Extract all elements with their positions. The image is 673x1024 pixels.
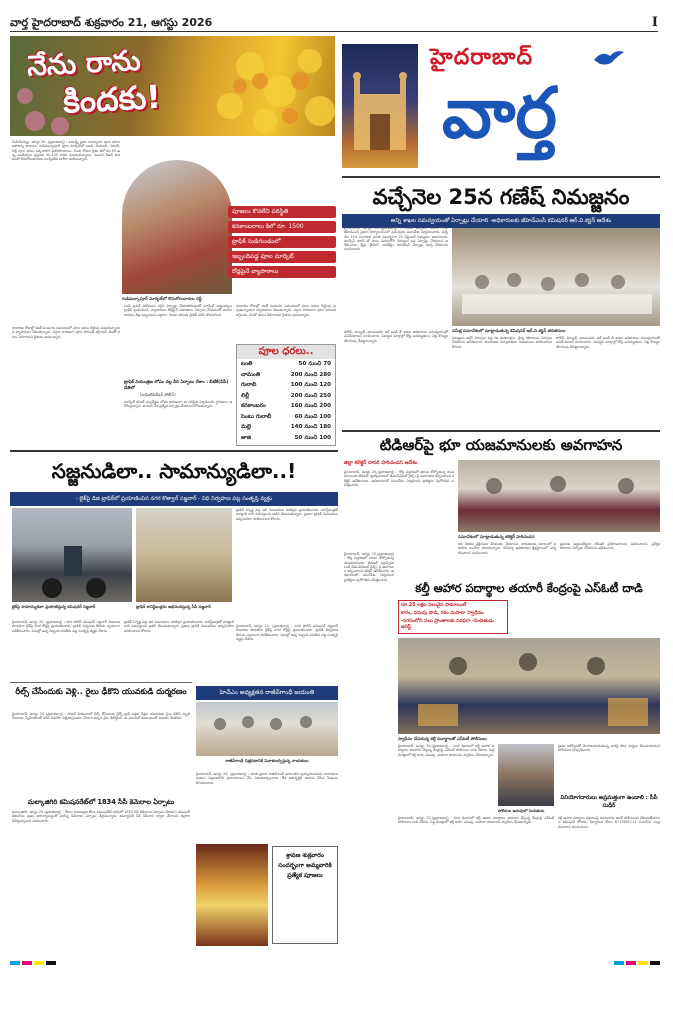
tdr-col3: ప్రజలకు అర్థమయ్యేలా టిడిఆర్ ప్రయోజనాలను వివరించాలని, ప్రత్యేక శిబిరాలు ఏర్పాటు చేయాలని ఆదేశించారు. <box>560 542 660 551</box>
ganesh-col3: నిమజ్జనం జరిగే చెరువుల వద్ద గజ ఈతగాళ్లను, వైద్య శిబిరాలను ఏర్పాటు చేయాలని ఆదేశించారు. మండపాల నిర్వాహకులు నిబంధనలు పాటించాలని కోరారు. <box>452 336 552 349</box>
adulterated-col1b: హైదరాబాద్, ఆగస్టు 20,(ప్రభాతవార్త) : నగర శివారులో కల్తీ ఆహార పదార్థాలు తయారు చేస్తున్న కేంద్రంపై ఎస్ఓటీ పోలీసులు దాడి చేశారు. పెద్ద మొత్తంలో కల్తీ కారం, పసుపు, మసాలా పొడులను స్వాధీనం చేసుకున్నారు. <box>398 816 554 825</box>
top-bar <box>10 16 658 32</box>
flower-bullet: పూజలు కొనలేని పరిస్థితి <box>228 206 336 218</box>
flower-market-photo <box>10 36 335 136</box>
adulterated-caption: స్వాధీనం చేసుకున్న కల్తీ పదార్థాలతో ఎస్ఓటీ పోలీసులు <box>398 736 487 741</box>
police-col3: హైదరాబాద్, ఆగస్టు 20, (ప్రభాతవార్త) : నగర పోలీస్ కమిషనర్ సజ్జనార్ సాధారణ పౌరుడిలా బైక్‌పై నగర రోడ్లపై ప్రయాణించారు. ట్రాఫిక్ నిర్వహణ తీరును స్వయంగా పరిశీలించారు. విధుల్లో ఉన్న సిబ్బంది పనితీరు పట్ల సంతృప్తి వ్యక్తం చేశారు. <box>236 624 338 641</box>
page-number: I <box>651 15 658 30</box>
paper-logo <box>342 44 662 170</box>
price-box-title: పూల ధరలు.. <box>237 345 335 359</box>
flower-reporter-sub: (ఐడెంటిఫికేషన్ పోలీస్) <box>140 392 176 397</box>
police-side-col: ట్రాఫిక్ సిగ్నళ్ల వద్ద ఆగి నిబంధనలు పాటిస్తూ ప్రయాణించారు. కానిస్టేబుళ్లతో మాట్లాడి వారి సమస్యలను అడిగి తెలుసుకున్నారు. ప్రజలు ట్రాఫిక్ నిబంధనలు తప్పనిసరిగా పాటించాలని కోరారు. <box>236 508 338 521</box>
adulterated-body: హైదరాబాద్, ఆగస్టు 20,(ప్రభాతవార్త) : నగర శివారులో కల్తీ ఆహార పదార్థాలు తయారు చేస్తున్న కేంద్రంపై ఎస్ఓటీ పోలీసులు దాడి చేశారు. పెద్ద మొత్తంలో కల్తీ కారం, పసుపు, మసాలా పొడులను స్వాధీనం చేసుకున్నారు. <box>398 744 494 757</box>
city-skyline-photo <box>342 44 418 168</box>
police-subhead: - బైక్‌పై డిజి ట్రాఫిక్‌లో ప్రయాణించిన నగర కొత్వాల్ సజ్జనార్ - విధి నిర్వహణ పట్ల సంతృప్తి వ్యక్తం <box>10 492 338 506</box>
price-item-value: 200 నుంచి 280 <box>290 371 331 378</box>
price-item-value: 140 నుంచి 180 <box>290 424 331 430</box>
price-item-name: జాజి <box>241 434 251 441</box>
jayanthi-headline: హెచ్ఎం అధ్యక్షతన రాజీవ్‌గాంధీ జయంతి <box>196 686 338 700</box>
price-item-value: 50 నుంచి 70 <box>298 361 331 367</box>
price-row <box>237 391 335 402</box>
rail-headline: రీల్స్ చేసేందుకు వెళ్లి.. రైలు ఢీకొని యువకుడి దుర్మరణం <box>15 687 187 696</box>
price-item-value: 50 నుంచి 100 <box>294 434 331 441</box>
ganesh-subhead: అన్ని శాఖల సమన్వయంతో ఏర్పాట్లు చేయాలి -అధికారులకు జీహెచ్ఎంసీ కమిషనర్ ఆర్.వి.కర్ణన్ ఆదేశం <box>342 214 660 228</box>
flower-bullet: రోడ్లపైనే వ్యాపారాలు <box>228 266 336 278</box>
price-item-value: 200 నుంచి 250 <box>290 392 331 399</box>
price-row <box>237 359 335 370</box>
price-item-name: చామంతి <box>241 371 261 378</box>
price-item-name: మల్లె <box>241 424 251 430</box>
price-list <box>237 359 335 443</box>
tdr-body: హైదరాబాద్, ఆగస్టు 20,(ప్రభాతవార్త) : రోడ్ల విస్తరణలో భూమి కోల్పోతున్న యజమానులకు టిడిఆర్ (ట్రాన్స్‌ఫరబుల్ డెవలప్‌మెంట్ రైట్స్) పై అవగాహన కల్పించాలని కలెక్టర్ ఆదేశించారు. అధికారులతో సమావేశం నిర్వహించి ప్రాజెక్టుల పురోగతిని సమీక్షించారు. <box>344 470 454 487</box>
price-row <box>237 401 335 412</box>
tdr-subhead: జిల్లా కలెక్టర్ దాసరి హరిచందన ఆదేశం <box>344 460 418 466</box>
flower-col2-text2: మార్కెట్ కమిటీ పర్యవేక్షణ లోపం కారణంగా ఈ పరిస్థితి ఏర్పడిందని స్థానికులు ఆరోపిస్తున్నారు. పండుగ వేళ ప్రత్యేక ఏర్పాట్లు చేయాలని కోరుతున్నారు. <box>124 400 232 409</box>
temple-ad-text: శ్రావణ శుక్రవారం సందర్భంగా అమ్మవారికి ప్రత్యేక పూజలు <box>272 846 338 944</box>
temple-ad-photo <box>196 844 268 946</box>
police-body: హైదరాబాద్, ఆగస్టు 20, (ప్రభాతవార్త) : నగర పోలీస్ కమిషనర్ సజ్జనార్ సాధారణ పౌరుడిలా బైక్‌పై నగర రోడ్లపై ప్రయాణించారు. ట్రాఫిక్ నిర్వహణ తీరును స్వయంగా పరిశీలించారు. విధుల్లో ఉన్న సిబ్బంది పనితీరు పట్ల సంతృప్తి వ్యక్తం చేశారు. <box>12 620 120 633</box>
rail-body: హైదరాబాద్, ఆగస్టు 20 (ప్రభాతవార్త) : సోషల్ మీడియాలో రీల్స్ చేసేందుకు రైల్వే ట్రాక్ వద్దకు వెళ్లిన యువకుడు రైలు ఢీకొని మృతి చెందాడు. స్నేహితులతో కలిసి వీడియో చిత్రీకరిస్తుండగా వేగంగా వచ్చిన రైలు ఢీకొట్టింది. ఈ ఘటనతో కుటుంబంలో విషాదం నెలకొంది. <box>12 712 190 721</box>
divider <box>342 176 660 178</box>
price-row <box>237 380 335 391</box>
ganesh-headline: వచ్చేనెల 25న గణేష్ నిమజ్జనం <box>372 185 630 209</box>
price-box <box>236 344 336 446</box>
price-row <box>237 370 335 381</box>
divider <box>10 682 192 683</box>
adulterated-bullet: -నగరంలోని పలు ప్రాంతాలకు సరఫరా -నిందితుడు అరెస్ట్ <box>401 619 494 630</box>
adulterated-left-col: హైదరాబాద్, ఆగస్టు 20,(ప్రభాతవార్త) : రోడ్ల విస్తరణలో భూమి కోల్పోతున్న యజమానులకు టిడిఆర్ (ట్రాన్స్‌ఫరబుల్ డెవలప్‌మెంట్ రైట్స్) పై అవగాహన కల్పించాలని కలెక్టర్ ఆదేశించారు. అధికారులతో సమావేశం నిర్వహించి ప్రాజెక్టుల పురోగతిని సమీక్షించారు. <box>344 552 394 582</box>
adulterated-headline: కల్తీ ఆహార పదార్థాల తయారీ కేంద్రంపై ఎస్ఓటీ దాడి <box>415 581 643 595</box>
adulterated-side-body: కల్తీ ఆహార పదార్థాల విక్రయంపై సమాచారం ఉంటే పోలీసులకు తెలియజేయాలని కమిషనర్ కోరారు. ఫిర్యాదుల కోసం 8712661111 నంబర్‌ను సంప్రదించాలని సూచించారు. <box>558 816 660 829</box>
accused-photo <box>498 744 554 806</box>
flower-mid-text: సాధారణ రోజుల్లో కంటే పండుగల సమయంలో పూల ధరలు రెట్టింపు అవుతున్నాయని వ్యాపారులు చెబుతున్నారు. వర్షాల కారణంగా పూల దిగుబడి తగ్గిందని, దీంతో ధరలు పెరిగాయని రైతులు అంటున్నారు. <box>12 326 120 339</box>
tdr-meeting-photo <box>458 460 660 532</box>
adulterated-bullet: కారం, పసుపు పొడి, గరం మసాలా స్వాధీనం <box>401 611 484 616</box>
price-item-name: బంతి <box>241 361 253 367</box>
police-caption-2: ట్రాఫిక్ కానిస్టేబుళ్లను అభినందిస్తున్న సీపీ సజ్జనార్ <box>136 604 211 609</box>
flower-bullet: కనకాంబరాలు కిలో రూ. 1500 <box>228 221 336 233</box>
bird-logo-icon <box>592 48 626 68</box>
price-item-name: గులాబి <box>241 382 257 388</box>
flower-reporter-label: ట్రాఫిక్ నియంత్రణ లోపం వల్ల వీరి ఏర్పాటు చేశాం : బీటీకే(వీపీ) చేతిలో <box>124 380 229 391</box>
ganesh-meeting-photo <box>452 228 660 326</box>
accused-caption: పోలీసుల అదుపులో నిందితుడు <box>498 808 545 813</box>
tdr-headline: టిడిఆర్‌పై భూ యజమానులకు అవగాహన <box>379 436 623 454</box>
adulterated-police-photo <box>398 638 660 734</box>
jayanthi-body: హైదరాబాద్, ఆగస్టు 20, (ప్రభాతవార్త) : మాజీ ప్రధాని రాజీవ్‌గాంధీ జయంతిని పురస్కరించుకుని నాయకులు ఆయన చిత్రపటానికి పూలమాలలు వేసి నివాళులర్పించారు. దేశ అభివృద్ధికి ఆయన చేసిన సేవలను కొనియాడారు. <box>196 772 338 785</box>
price-item-name: కనకాంబరం <box>241 403 266 409</box>
ganesh-body: హైదరాబాద్, ఆగస్టు 20,(ప్రభాతవార్త) : గణేష్ ఉత్సవం 2026 రోజు జీహెచ్ఎంసీ ప్రధాన కార్యాలయంలో సమన్వయ సమావేశం నిర్వహించారు. వచ్చే నెల 14న వినాయక చవితి సందర్భంగా 25 సెప్టెంబర్ నిమజ్జనం జరుగనుంది. హుస్సేన్ సాగర్ తో పాటు నగరంలోని చెరువుల వద్ద ఏర్పాట్లు చేయాలని ఆదేశించారు. క్రేన్లు, లైటింగ్, బారికేడ్లు, శానిటేషన్ ఏర్పాట్లు పూర్తి చేయాలని సూచించారు. <box>344 226 448 252</box>
ganesh-col4: పోలీస్, విద్యుత్, జలమండలి, ఆర్ అండ్ బీ శాఖల అధికారులు సమన్వయంతో పనిచేయాలని సూచించారు. నిమజ్జన మార్గాల్లో రోడ్ల మరమ్మతులు, చెట్ల కొమ్మల తొలగింపు చేపట్టాలన్నారు. <box>556 336 660 349</box>
date-line: వార్త హైదరాబాద్ శుక్రవారం 21, ఆగస్టు 2026 <box>10 16 213 29</box>
price-row <box>237 422 335 433</box>
flower-intro: మెహిదీపట్నం, ఆగస్టు 20, (ప్రభాతవార్త) : వరలక్ష్మీ వ్రతం సందర్భంగా పూల ధరలు ఆకాశాన్ని తాకాయి. గుడిమల్కాపూర్ పూల మార్కెట్‌లో బంతి, చామంతి, గులాబీ, లిల్లీ పూల ధరలు ఒక్కసారిగా పెరిగిపోయాయి. రెండు రోజుల క్రితం కిలో రూ.50 ఉన్న బంతిపూలు ప్రస్తుతం రూ.100 వరకు పలుకుతున్నాయి. పండుగ సీజన్ కావడంతో కొనుగోలుదారులు మార్కెట్‌కు భారీగా తరలివచ్చారు. <box>12 140 120 162</box>
police-bike-photo <box>12 508 132 602</box>
flower-photo-caption: గుడిమల్కాపూర్ మార్కెట్‌లో కొనుగోలుదారుల రద్దీ <box>122 296 202 301</box>
police-constable-photo <box>136 508 232 602</box>
police-headline: సజ్జనుడిలా.. సామాన్యుడిలా..! <box>51 459 297 483</box>
police-col2: ట్రాఫిక్ సిగ్నళ్ల వద్ద ఆగి నిబంధనలు పాటిస్తూ ప్రయాణించారు. కానిస్టేబుళ్లతో మాట్లాడి వారి సమస్యలను అడిగి తెలుసుకున్నారు. ప్రజలు ట్రాఫిక్ నిబంధనలు తప్పనిసరిగా పాటించాలని కోరారు. <box>124 620 234 633</box>
price-item-name: సెంటు గులాబీ <box>241 413 272 420</box>
adulterated-bullets <box>398 600 508 634</box>
adulterated-col3: ప్రజల ఆరోగ్యంతో చెలగాటమాడుతున్న వారిపై కఠిన చర్యలు తీసుకుంటామని పోలీసులు హెచ్చరించారు. <box>558 744 660 753</box>
paper-name-logo: వార్త <box>442 71 557 154</box>
rail-sub-body: మల్కాజిగిరి, ఆగస్టు 20 (ప్రభాతవార్త) : నేరాల నియంత్రణ కోసం కమిషనరేట్ పరిధిలో 1834 సీసీ కెమెరాలు ఏర్పాటు చేశామని కమిషనర్ తెలిపారు. ప్రజల భాగస్వామ్యంతో మరిన్ని కెమెరాలు ఏర్పాటు చేస్తామన్నారు. కమ్యూనిటీ సీసీ కెమెరాల ద్వారా నేరాలను త్వరగా ఛేదిస్తున్నామని వివరించారు. <box>12 810 190 823</box>
tdr-col2: భూ సేకరణ ప్రక్రియను వేగవంతం చేయాలని, బాధితులకు సకాలంలో పరిహారం అందేలా చూడాలన్నారు. రెవెన్యూ అధికారులు క్షేత్రస్థాయిలో పర్యటించాలని సూచించారు. <box>458 542 556 555</box>
ganesh-col2: పోలీస్, విద్యుత్, జలమండలి, ఆర్ అండ్ బీ శాఖల అధికారులు సమన్వయంతో పనిచేయాలని సూచించారు. నిమజ్జన మార్గాల్లో రోడ్ల మరమ్మతులు, చెట్ల కొమ్మల తొలగింపు చేపట్టాలన్నారు. <box>344 330 448 343</box>
jayanthi-caption: రాజీవ్‌గాంధీ చిత్రపటానికి నివాళులర్పిస్తున్న నాయకులు <box>225 758 309 763</box>
price-item-value: 60 నుంచి 100 <box>294 413 331 420</box>
registration-strip <box>10 952 660 960</box>
flower-bullets <box>228 206 336 278</box>
jayanthi-photo <box>196 702 338 756</box>
price-item-name: లిల్లీ <box>241 392 250 399</box>
rail-sub-headline: మల్కాజిగిరి కమిషనరేట్‌లో 1834 సీసీ కెమెరాల ఏర్పాటు <box>27 798 175 806</box>
price-row <box>237 412 335 423</box>
flower-bullet: ఇబ్బందిపడ్డ పూల మార్కెట్ <box>228 251 336 263</box>
price-item-value: 100 నుంచి 120 <box>290 382 331 388</box>
price-item-value: 160 నుంచి 200 <box>290 403 331 409</box>
flower-col3-text: సాధారణ రోజుల్లో కంటే పండుగల సమయంలో పూల ధరలు రెట్టింపు అవుతున్నాయని వ్యాపారులు చెబుతున్నారు. వర్షాల కారణంగా పూల దిగుబడి తగ్గిందని, దీంతో ధరలు పెరిగాయని రైతులు అంటున్నారు. <box>236 304 336 317</box>
flower-headline: నేను రాను కిందకు! <box>26 43 162 121</box>
price-row <box>237 433 335 444</box>
flower-bullet: ట్రాఫిక్ సుడిగుండంలో <box>228 236 336 248</box>
flower-crowd-photo <box>122 160 232 294</box>
flower-col2-text: ఎంపీ ట్రాఫిక్ పోలీసులు సరైన ఏర్పాట్లు చేయకపోవడంతో మార్కెట్ చుట్టుపక్కల ట్రాఫిక్ స్తంభించింది. వ్యాపారులు రోడ్లపైనే దుకాణాలు ఏర్పాటు చేయడంతో వాహనదారులు తీవ్ర ఇబ్బందులు పడ్డారు. గంటల తరబడి ట్రాఫిక్ జామ్ కొనసాగింది. <box>124 304 232 317</box>
adulterated-side-head: వినియోగదారులు అప్రమత్తంగా ఉండాలి : సీపీ సుధీర్ <box>560 795 658 809</box>
paper-sub-logo: హైదరాబాద్ <box>430 44 533 70</box>
police-caption-1: బైక్‌పై సామాన్యుడిలా ప్రయాణిస్తున్న కమిషనర్ సజ్జనార్ <box>12 604 96 609</box>
ganesh-caption: సమీక్ష సమావేశంలో మాట్లాడుతున్న కమిషనర్ ఆర్.వి.కర్ణన్ తదితరులు <box>452 328 566 333</box>
adulterated-bullet: రూ.25 లక్షల విలువైన పామాయిల్ <box>401 603 467 608</box>
tdr-caption: సమావేశంలో మాట్లాడుతున్న కలెక్టర్ హరిచందన <box>458 534 535 539</box>
